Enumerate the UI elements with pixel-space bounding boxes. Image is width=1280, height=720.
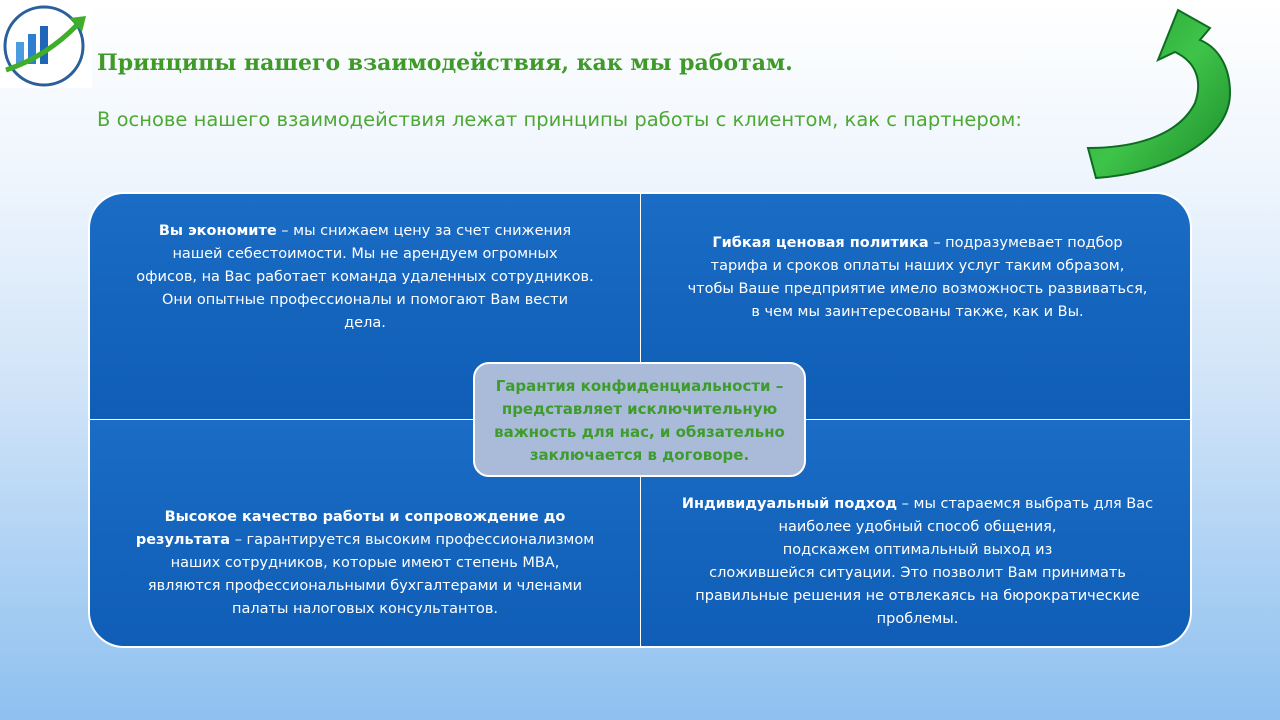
page-subtitle: В основе нашего взаимодействия лежат принципы работы с клиентом, как с партнером: xyxy=(97,108,1022,131)
principle-text-line: правильные решения не отвлекаясь на бюрократические xyxy=(695,588,1140,604)
curved-arrow-icon xyxy=(1080,8,1250,188)
principle-text-line: тарифа и сроков оплаты наших услуг таким образом, xyxy=(710,258,1125,274)
principle-text-line: проблемы. xyxy=(876,611,959,627)
principle-text-line: – подразумевает подбор xyxy=(928,235,1123,251)
principle-text-line: – мы стараемся выбрать для Вас xyxy=(897,496,1154,512)
confidentiality-box xyxy=(473,362,806,477)
principle-quality-heading: Высокое качество работы и сопровождение до xyxy=(164,509,566,525)
principle-individual-heading: Индивидуальный подход xyxy=(681,496,898,512)
principle-text-line: – гарантируется высоким профессионализмом xyxy=(230,532,595,548)
confidentiality-line: Гарантия конфиденциальности – xyxy=(495,377,784,395)
confidentiality-line: важность для нас, и обязательно xyxy=(494,423,785,441)
principle-text-line: сложившейся ситуации. Это позволит Вам принимать xyxy=(709,565,1126,581)
company-logo xyxy=(0,0,92,88)
page-title: Принципы нашего взаимодействия, как мы работам. xyxy=(97,50,793,76)
confidentiality-line: представляет исключительную xyxy=(501,400,778,418)
principle-text-line: офисов, на Вас работает команда удаленных сотрудников. xyxy=(136,269,594,285)
principle-text-line: палаты налоговых консультантов. xyxy=(232,601,498,617)
principle-quality-heading-cont: результата xyxy=(135,532,231,548)
growth-chart-logo-icon xyxy=(0,0,92,88)
principle-text-line: чтобы Ваше предприятие имело возможность развиваться, xyxy=(687,281,1148,297)
principle-savings-heading: Вы экономите xyxy=(158,223,277,239)
confidentiality-line: заключается в договоре. xyxy=(529,446,750,464)
principle-text-line: подскажем оптимальный выход из xyxy=(782,542,1053,558)
principle-text-line: нашей себестоимости. Мы не арендуем огромных xyxy=(172,246,558,262)
principle-text-line: дела. xyxy=(344,315,386,331)
principle-text-line: в чем мы заинтересованы также, как и Вы. xyxy=(751,304,1084,320)
principle-text-line: наиболее удобный способ общения, xyxy=(778,519,1057,535)
principle-text-line: Они опытные профессионалы и помогают Вам вести xyxy=(161,292,569,308)
principle-text-line: – мы снижаем цену за счет снижения xyxy=(276,223,572,239)
principle-text-line: наших сотрудников, которые имеют степень MBA, xyxy=(170,555,560,571)
principle-text-line: являются профессиональными бухгалтерами и членами xyxy=(147,578,583,594)
principle-pricing-heading: Гибкая ценовая политика xyxy=(712,235,929,251)
